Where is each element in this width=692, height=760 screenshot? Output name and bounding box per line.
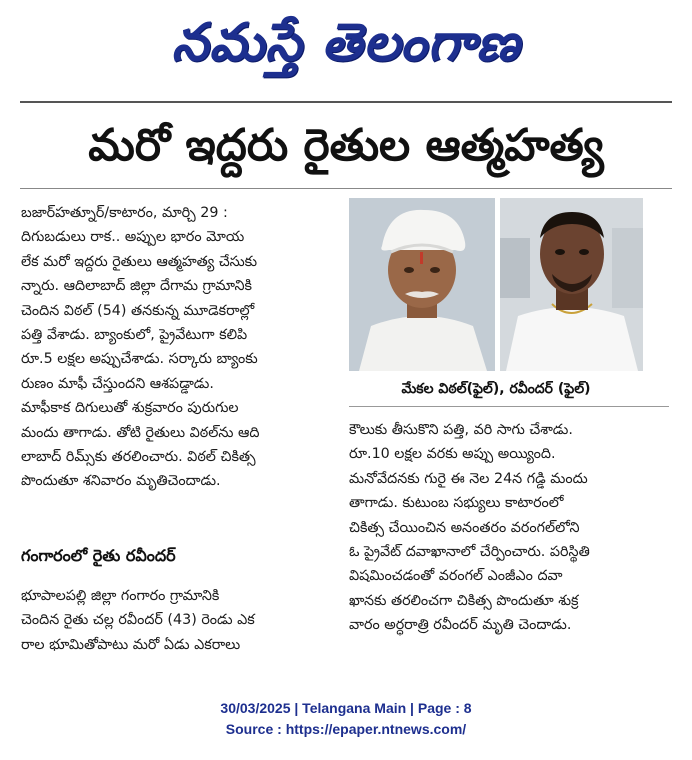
article-headline: మరో ఇద్దరు రైతుల ఆత్మహత్య [88,120,604,171]
top-divider [20,101,672,103]
photo-caption: మేకల విఠల్(ఫైల్), రవీందర్ (ఫైల్) [401,381,591,397]
article-column-1 [21,201,336,494]
portrait-illustration [500,198,643,371]
text-line: తాగాడు. కుటుంబ సభ్యులు కాటారంలో [349,495,564,512]
footer-edition-info: 30/03/2025 | Telangana Main | Page : 8 [220,700,472,716]
article-column-3 [349,418,669,638]
text-line: రాల భూమితోపాటు మరో ఏడు ఎకరాలు [21,636,241,653]
text-line: పొందుతూ శనివారం మృతిచెందాడు. [21,473,221,490]
text-line: బజార్‌హత్నూర్/కాటారం, మార్చి 29 : [21,205,228,221]
text-line: రూ.10 లక్షల వరకు అప్పు అయ్యింది. [349,446,556,463]
text-line: చెందిన రైతు చల్ల రవీందర్ (43) రెండు ఎక [21,612,255,629]
text-line: భూపాలపల్లి జిల్లా గంగారం గ్రామానికి [21,588,220,604]
text-line: లేక మరో ఇద్దరు రైతులు ఆత్మహత్య చేసుకు [21,253,258,270]
photo-vithal [349,198,495,371]
text-line: న్నారు. ఆదిలాబాద్ జిల్లా దేగామ గ్రామానికి [21,278,252,295]
text-line: మాఫీకాక దిగులుతో శుక్రవారం పురుగుల [21,400,239,417]
newspaper-logo: నమస్తే తెలంగాణ [171,12,521,73]
text-line: చికిత్స చేయించిన అనంతరం వరంగల్‌లోని [349,519,580,536]
headline-divider [20,188,672,189]
text-line: రూ.5 లక్షల అప్పుచేశాడు. సర్కారు బ్యాంకు [21,351,258,368]
text-line: వారం అర్ధరాత్రి రవీందర్ మృతి చెందాడు. [349,617,572,634]
text-line: విషమించడంతో వరంగల్ ఎంజీఎం దవా [349,568,563,585]
photo-ravinder [500,198,643,371]
article-subhead: గంగారంలో రైతు రవీందర్ [21,546,176,565]
text-line: ఖానకు తరలించగా చికిత్స పొందుతూ శుక్ర [349,592,579,609]
masthead [0,4,692,84]
caption-divider [349,406,669,407]
text-line: పత్తి వేశాడు. బ్యాంకులో, ప్రైవేటుగా కలిపి [21,326,248,343]
text-line: కౌలుకు తీసుకొని పత్తి, వరి సాగు చేశాడు. [349,422,573,438]
text-line: చెందిన విఠల్ (54) తనకున్న మూడెకరాల్లో [21,302,255,319]
portrait-illustration [349,198,495,371]
text-line: మందు తాగాడు. తోటి రైతులు విఠల్‌ను ఆది [21,424,260,441]
footer-source-link[interactable]: Source : https://epaper.ntnews.com/ [225,721,467,737]
text-line: దిగుబడులు రాక.. అప్పుల భారం మోయ [21,229,245,246]
text-line: మనోవేదనకు గురై ఈ నెల 24న గడ్డి మందు [349,470,588,487]
text-line: ఓ ప్రైవేట్ దవాఖానాలో చేర్పించారు. పరిస్థితి [349,543,590,560]
text-line: లాబాద్ రిమ్స్‌కు తరలించారు. విఠల్ చికిత్స [21,448,256,465]
text-line: రుణం మాఫీ చేస్తుందని ఆశపడ్డాడు. [21,375,214,392]
article-column-2 [21,584,336,657]
